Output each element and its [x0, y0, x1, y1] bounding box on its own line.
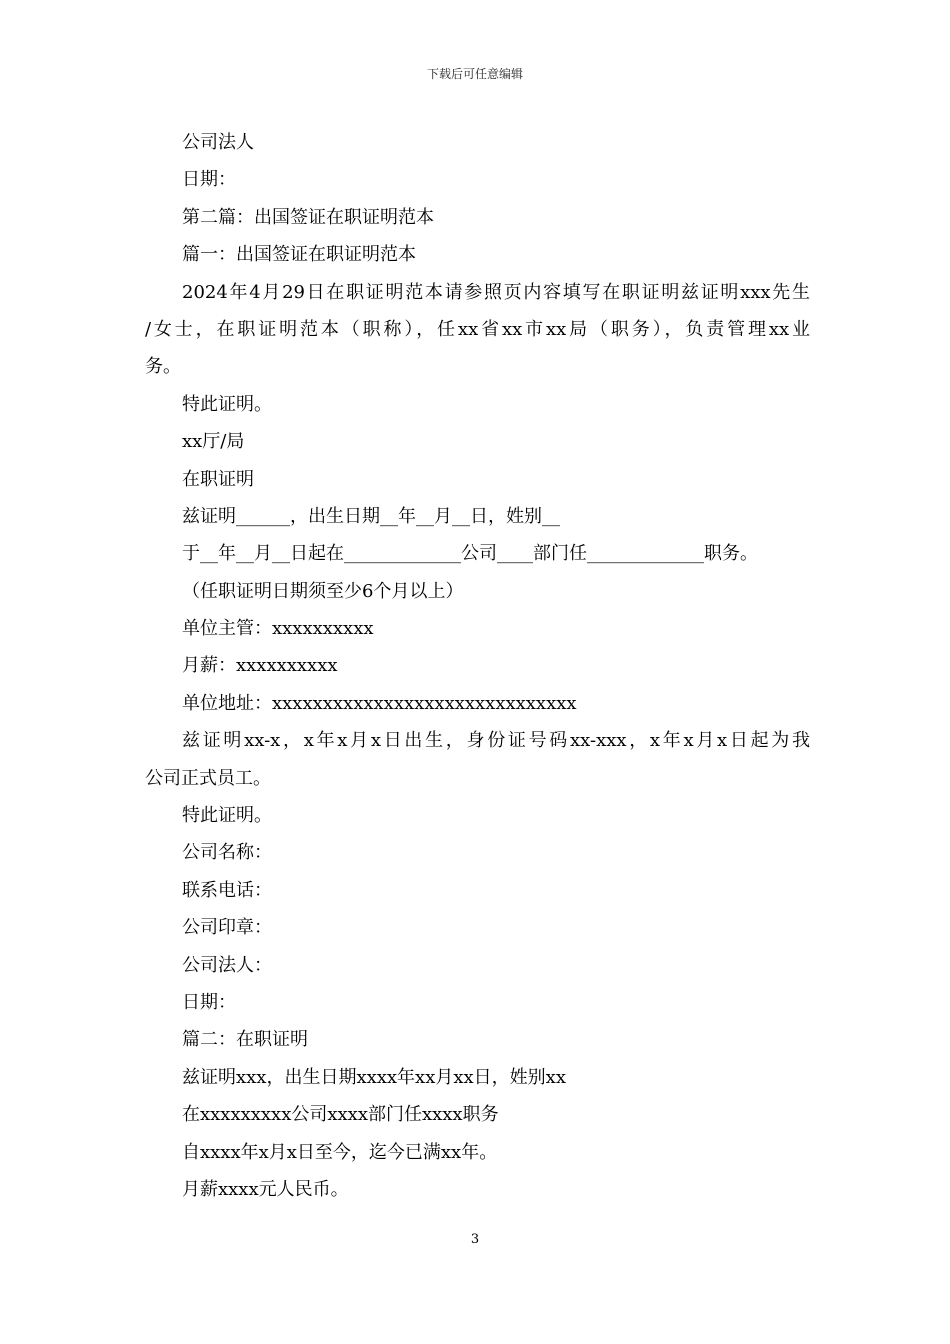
form-line: 于__年__月__日起在_____________公司____部门任_____________职务。 — [182, 543, 758, 565]
text-line: 自xxxx年x月x日至今，迄今已满xx年。 — [182, 1141, 498, 1163]
note-line: （任职证明日期须至少6个月以上） — [182, 580, 464, 602]
section-heading: 篇二：在职证明 — [182, 1029, 308, 1051]
section-heading: 篇一：出国签证在职证明范本 — [182, 244, 416, 266]
page-number: 3 — [470, 1232, 480, 1247]
paragraph-line: /女士，在职证明范本（职称），任xx省xx市xx局（职务），负责管理xx业 — [145, 318, 810, 340]
text-line: 特此证明。 — [182, 805, 272, 827]
text-line: 特此证明。 — [182, 393, 272, 415]
text-line: 公司法人 — [182, 132, 254, 153]
paragraph-line: 2024年4月29日在职证明范本请参照页内容填写在职证明兹证明xxx先生 — [182, 281, 810, 303]
text-line: 公司印章： — [182, 917, 272, 939]
paragraph-line: 兹证明xx-x，x年x月x日出生，身份证号码xx-xxx，x年x月x日起为我 — [182, 730, 810, 752]
text-line: 月薪xxxx元人民币。 — [182, 1178, 349, 1200]
text-line: 月薪：xxxxxxxxxx — [182, 655, 338, 677]
text-line: 兹证明xxx，出生日期xxxx年xx月xx日，姓别xx — [182, 1066, 566, 1088]
text-line: 单位地址：xxxxxxxxxxxxxxxxxxxxxxxxxxxxxx — [182, 692, 577, 714]
text-line: 单位主管：xxxxxxxxxx — [182, 618, 374, 640]
text-line: 日期： — [182, 169, 236, 191]
text-line: 日期： — [182, 991, 236, 1013]
document-body — [145, 124, 810, 1208]
paragraph-line: 务。 — [145, 356, 181, 378]
form-line: 兹证明______，出生日期__年__月__日，姓别__ — [182, 505, 560, 527]
page-header: 下载后可任意编辑 — [426, 67, 523, 81]
section-heading: 第二篇：出国签证在职证明范本 — [182, 206, 434, 228]
section-heading: 在职证明 — [182, 468, 254, 490]
text-line: 在xxxxxxxxx公司xxxx部门任xxxx职务 — [182, 1104, 499, 1126]
text-line: 公司法人： — [182, 954, 272, 976]
paragraph-line: 公司正式员工。 — [145, 767, 271, 789]
text-line: 公司名称： — [182, 842, 272, 864]
text-line: xx厅/局 — [182, 431, 245, 453]
text-line: 联系电话： — [182, 879, 272, 901]
